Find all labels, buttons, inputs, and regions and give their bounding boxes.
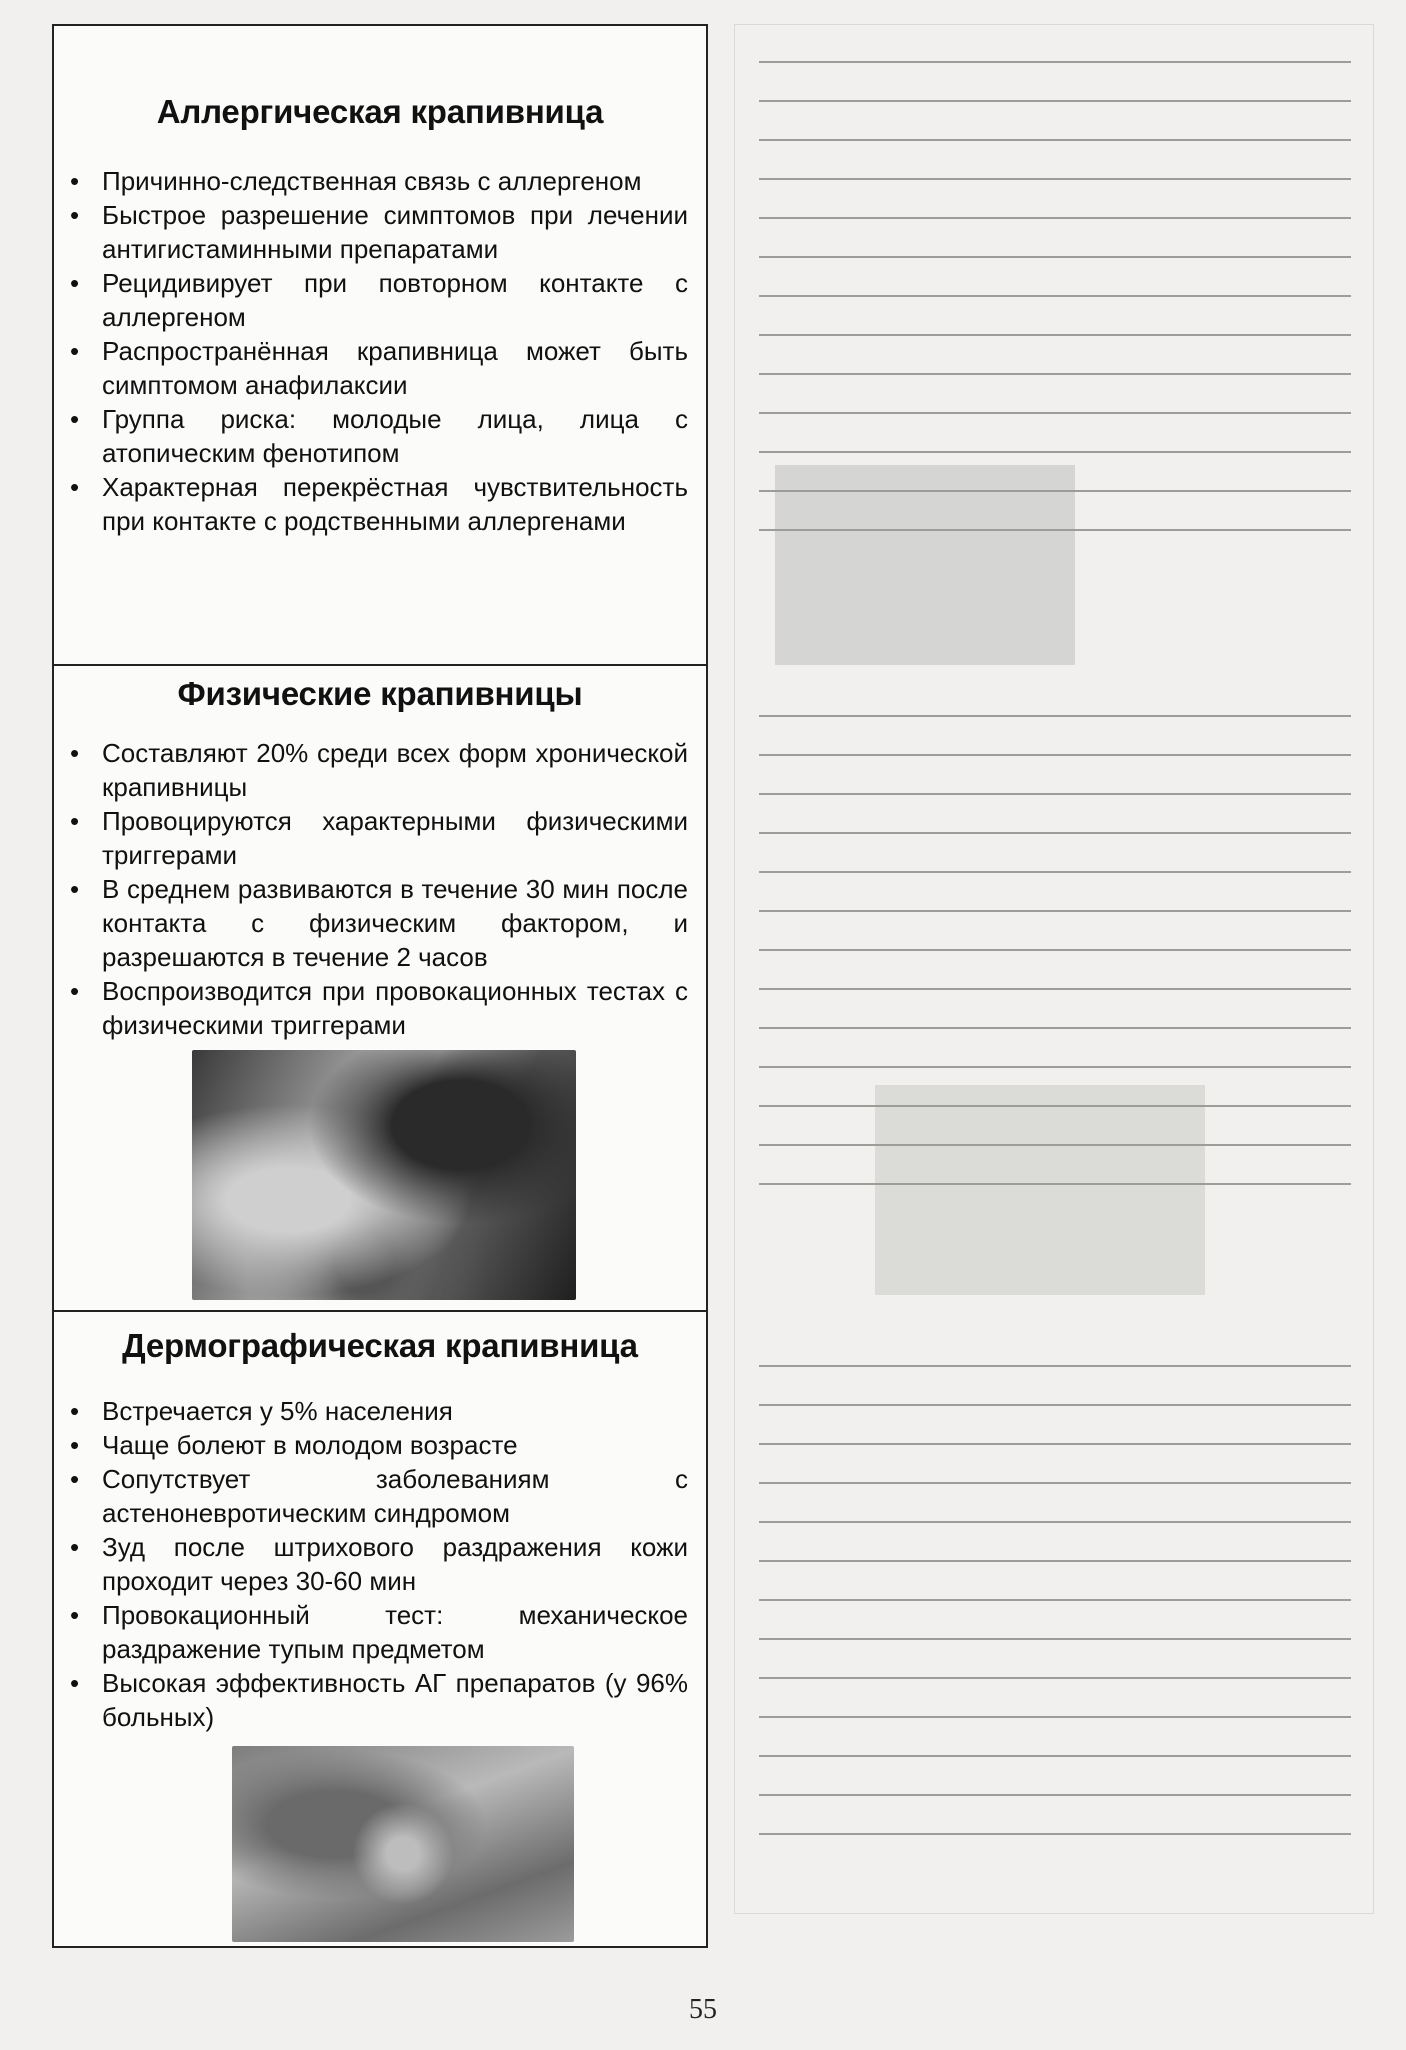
note-line <box>759 1105 1351 1107</box>
note-line <box>759 100 1351 102</box>
note-line <box>759 529 1351 531</box>
note-line <box>759 832 1351 834</box>
note-line <box>759 1144 1351 1146</box>
note-line <box>759 715 1351 717</box>
slide-title: Физические крапивницы <box>177 675 583 712</box>
bullet-list <box>54 1394 706 1734</box>
bullet-list <box>54 164 706 538</box>
note-line <box>759 1066 1351 1068</box>
slide-title: Дермографическая крапивница <box>122 1327 638 1364</box>
bullet-list <box>54 736 706 1042</box>
note-line <box>759 1027 1351 1029</box>
list-item: • В среднем развиваются в течение 30 мин после контакта с физическим фактором, и разрешаются в течение 2 часов <box>102 872 688 974</box>
note-line <box>759 1716 1351 1718</box>
note-line <box>759 1560 1351 1562</box>
note-line <box>759 334 1351 336</box>
list-item: • Причинно-следственная связь с аллергеном <box>102 164 688 198</box>
note-line <box>759 754 1351 756</box>
note-line <box>759 1482 1351 1484</box>
slide-dermographic-urticaria <box>52 1312 708 1948</box>
note-line <box>759 1404 1351 1406</box>
note-line <box>759 1521 1351 1523</box>
note-line <box>759 1833 1351 1835</box>
list-item: • Воспроизводится при провокационных тестах с физическими триггерами <box>102 974 688 1042</box>
list-item: • Характерная перекрёстная чувствительность при контакте с родственными аллергенами <box>102 470 688 538</box>
list-item: • Провокационный тест: механическое раздражение тупым предметом <box>102 1598 688 1666</box>
slides-column <box>52 24 708 1948</box>
note-line <box>759 949 1351 951</box>
note-line <box>759 490 1351 492</box>
note-line <box>759 412 1351 414</box>
note-line <box>759 988 1351 990</box>
slide-title: Аллергическая крапивница <box>156 93 604 130</box>
note-line <box>759 793 1351 795</box>
note-line <box>759 217 1351 219</box>
list-item: • Распространённая крапивница может быть симптомом анафилаксии <box>102 334 688 402</box>
note-line <box>759 1365 1351 1367</box>
skin-photo <box>192 1050 576 1300</box>
note-line <box>759 61 1351 63</box>
list-item: • Чаще болеют в молодом возрасте <box>102 1428 688 1462</box>
note-line <box>759 1755 1351 1757</box>
note-line <box>759 1794 1351 1796</box>
list-item: • Зуд после штрихового раздражения кожи проходит через 30-60 мин <box>102 1530 688 1598</box>
skin-photo <box>232 1746 574 1942</box>
note-line <box>759 1677 1351 1679</box>
note-line <box>759 139 1351 141</box>
list-item: • Провоцируются характерными физическими триггерами <box>102 804 688 872</box>
list-item: • Группа риска: молодые лица, лица с атопическим фенотипом <box>102 402 688 470</box>
slide-allergic-urticaria <box>52 24 708 666</box>
note-line <box>759 178 1351 180</box>
list-item: • Встречается у 5% населения <box>102 1394 688 1428</box>
note-line <box>759 451 1351 453</box>
note-lines-middle <box>759 715 1351 1222</box>
note-line <box>759 295 1351 297</box>
note-line <box>759 910 1351 912</box>
note-lines-bottom <box>759 1365 1351 1872</box>
list-item: • Составляют 20% среди всех форм хронической крапивницы <box>102 736 688 804</box>
note-line <box>759 871 1351 873</box>
note-line <box>759 373 1351 375</box>
list-item: • Высокая эффективность АГ препаратов (у 96% больных) <box>102 1666 688 1734</box>
note-line <box>759 1183 1351 1185</box>
note-lines-top <box>759 61 1351 568</box>
note-line <box>759 1638 1351 1640</box>
note-line <box>759 1599 1351 1601</box>
list-item: • Рецидивирует при повторном контакте с аллергеном <box>102 266 688 334</box>
page-number: 55 <box>689 1994 717 2025</box>
note-line <box>759 1443 1351 1445</box>
notes-column <box>734 24 1374 1914</box>
slide-physical-urticaria <box>52 666 708 1312</box>
note-line <box>759 256 1351 258</box>
list-item: • Быстрое разрешение симптомов при лечении антигистаминными препаратами <box>102 198 688 266</box>
list-item: • Сопутствует заболеваниям с астеноневротическим синдромом <box>102 1462 688 1530</box>
